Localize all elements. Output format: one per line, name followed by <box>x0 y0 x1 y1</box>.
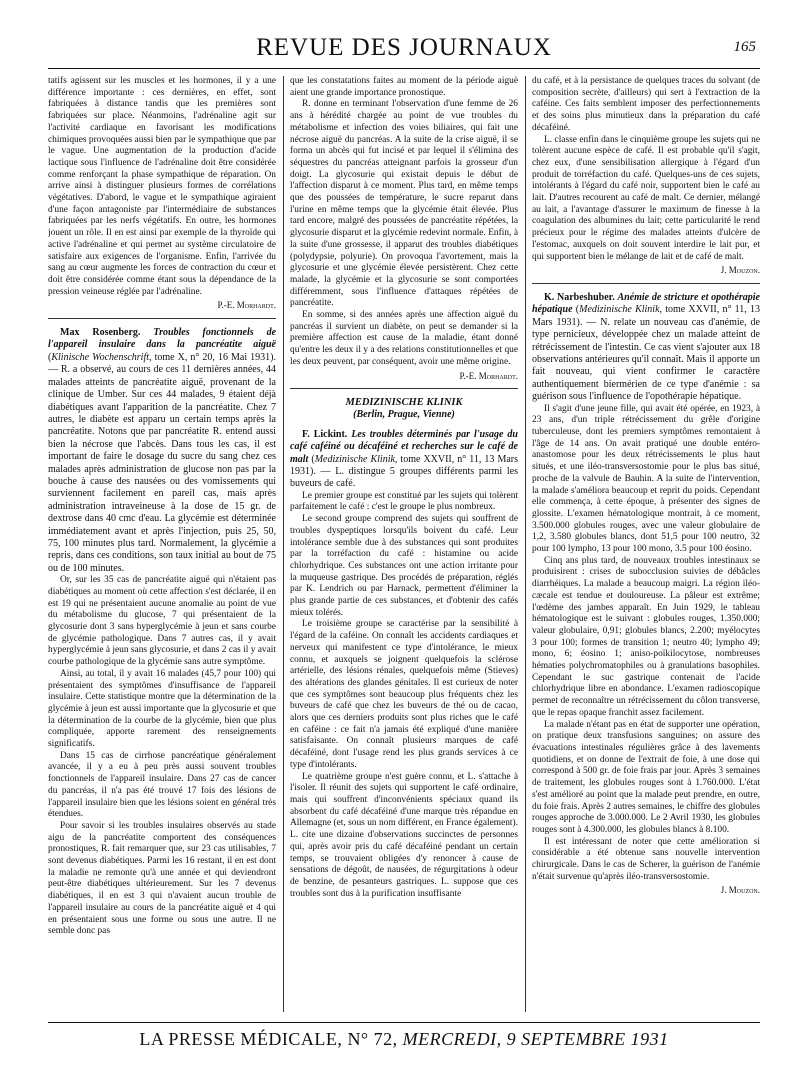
running-title: REVUE DES JOURNAUX <box>256 34 552 61</box>
article-separator <box>532 283 760 284</box>
article-title: Les troubles déterminés par l'usage du café caféiné ou décaféiné et recherches sur le café de malt <box>290 428 518 465</box>
author-signature: P.-E. Morhardt. <box>459 370 518 381</box>
page-header <box>48 28 760 69</box>
paragraph: La malade n'étant pas en état de supporter une opération, on pratique deux transfusions sanguines; on assure des évacuations intestinales régulières grâce à des lavements quotidiens, et on donne de l'extrait de foie, à une dose qui correspond à 500 gr. de foie frais par jour. Après 3 semaines de traitement, les globules rouges sont à 1.760.000. L'état s'est amélioré au point que la malade peut prendre, en outre, du foie frais. Après 2 autres semaines, le chiffre des globules rouges approche de 3.000.000. Le 2 Avril 1930, les globules rouges sont à 4.300.000, les globules blancs à 8.100. <box>532 719 760 835</box>
paragraph: tatifs agissent sur les muscles et les hormones, il y a une différence importante : ces dernières, en effet, sont fabriquées à distance tandis que les premières sont fabriquées sur place. Néanmoins, l'adrénaline agit sur l'activité cardiaque en favorisant les modifications chimiques provoquées aussi bien par le sympathique que par le vague. Une augmentation de la production d'acide lactique sous l'influence de l'adrénaline doit être considérée comme renforçant la phase sympathique de réparation. On arrive ainsi à distinguer plusieurs formes de corrélations végétatives. D'abord, le vague et le sympathique agiraient d'une façon antagoniste par l'intermédiaire de substances fabriquées par les nerfs végétatifs. En outre, les hormones jouent un rôle. Il en est ainsi par exemple de la thyroïde qui active l'adrénaline et qui permet au système circulatoire de satisfaire aux exigences de l'organisme. Enfin, l'arrivée du sang au cœur augmente les forces de contraction du cœur et doit être considérée comme étant sous la dépendance de la pression veineuse réglée par l'adrénaline. <box>48 76 276 297</box>
article-title: Troubles fonctionnels de l'appareil insulaire dans la pancréatite aiguë <box>48 327 276 351</box>
paragraph: L. classe enfin dans le cinquième groupe les sujets qui ne tolèrent aucune espèce de café. Il est probable qu'il s'agit, chez eux, d'une sensibilisation allergique à l'égard d'un produit de torréfaction du café. Quelques-uns de ces sujets, intolérants à l'égard du café noir, supportent bien le café au lait. D'autres recourent au café de malt. Ce dernier, mélangé au lait, a l'avantage d'assurer le maximum de finesse à la coagulation des albumines du lait; cette particularité le rend précieux pour le régime des malades atteints d'ulcère de l'estomac, auxquels on doit souvent interdire le lait pur, et qui supportent bien le mélange de lait et de café de malt. <box>532 134 760 262</box>
footer-journal: LA PRESSE MÉDICALE, <box>139 1029 343 1049</box>
article-author: F. Lickint. <box>302 428 348 440</box>
article-title: Anémie de stricture et opothérapie hépatique <box>532 291 760 316</box>
footer-date: MERCREDI, 9 SEPTEMBRE 1931 <box>402 1029 669 1049</box>
author-signature: J. Mouzon. <box>720 885 760 896</box>
journal-name: Medizinische Klinik <box>579 304 660 316</box>
footer-imprint <box>48 1029 760 1050</box>
paragraph: que les constatations faites au moment de la période aiguë aient une grande importance pronostique. <box>290 76 518 98</box>
article-heading: Max Rosenberg. Troubles fonctionnels de l'appareil insulaire dans la pancréatite aiguë (Klinische Wochenschrift, tome X, n° 20, 16 Mai 1931). — R. a observé, au cours de ces 11 dernières années, 44 malades atteints de pancréatite aiguë, provenant de la clinique de Umber. Sur ces 44 malades, 9 étaient déjà diabétiques avant l'apparition de la pancréatite. Chez 7 autres, le diabète est apparu un certain temps après la pancréatite. Notons que par pancréatite R. entend aussi bien la nécrose que l'abcès. Dans tous les cas, il est important de faire le dosage du sucre du sang chez ces malades après administration de glucose non pas par la bouche à cause des nausées ou des vomissements qui surviennent facilement en pareil cas, mais après administration intraveineuse à la dose de 15 gr. de dextrose dans 40 cmc d'eau. La glycémie est déterminée immédiatement avant et après l'injection, puis 25, 50, 75, 100 minutes plus tard. Normalement, la glycémie a repris, dans ces conditions, son taux initial au bout de 75 ou de 100 minutes. <box>48 327 276 574</box>
journal-section-title: MEDIZINISCHE KLINIK <box>345 397 463 409</box>
article-author: Max Rosenberg. <box>60 327 141 339</box>
paragraph: Or, sur les 35 cas de pancréatite aiguë qui n'étaient pas diabétiques au moment où cette affection s'est déclarée, il en est 19 qui ne présentaient aucune anomalie au point de vue du métabolisme du glucose, 7 qui présentaient de la glycosurie dont 3 sans hyperglycémie à jeun et sans courbe de glycémie pathologique. Dans 7 autres cas, il y avait hyperglycémie à jeun sans glycosurie, et dans 2 cas il y avait courbe pathologique de la glycémie sans autre symptôme. <box>48 575 276 668</box>
column-divider <box>283 76 284 1012</box>
journal-name: Medizinische Klinik <box>314 453 395 465</box>
text-columns <box>48 76 760 1012</box>
author-signature: P.-E. Morhardt. <box>217 300 276 311</box>
article-body: , tome X, n° 20, 16 Mai 1931). — R. a observé, au cours de ces 11 dernières années, 44 malades atteints de pancréatite aiguë, provenant de la clinique de Umber. Sur ces 44 malades, 9 étaient déjà diabétiques avant l'apparition de la pancréatite. Chez 7 autres, le diabète est apparu un certain temps après la pancréatite. Notons que par pancréatite R. entend aussi bien la nécrose que l'abcès. Dans tous les cas, il est important de faire le dosage du sucre du sang chez ces malades après administration de glucose non pas par la bouche à cause des nausées ou des vomissements qui surviennent facilement en pareil cas, mais après administration intraveineuse à la dose de 15 gr. de dextrose dans 40 cmc d'eau. La glycémie est déterminée immédiatement avant et après l'injection, puis 25, 50, 75, 100 minutes plus tard. Normalement, la glycémie a repris, dans ces conditions, son taux initial au bout de 75 ou de 100 minutes. <box>48 351 276 574</box>
paragraph: Dans 15 cas de cirrhose pancréatique généralement avancée, il y a eu à peu près aussi souvent troubles fonctionnels de l'appareil insulaire. Dans 27 cas de cancer du pancréas, il n'a pas été trouvé 17 fois des lésions de l'appareil insulaire bien que les lésions soient en général très étendues. <box>48 750 276 820</box>
paragraph: du café, et à la persistance de quelques traces du solvant (de composition secrète, d'ailleurs) qui sert à l'extraction de la caféine. Ces faits semblent imposer des perfectionnements et des soins plus minutieux dans la préparation du café décaféiné. <box>532 76 760 133</box>
column-middle <box>290 76 518 1012</box>
article-separator <box>48 318 276 319</box>
column-right <box>532 76 760 1012</box>
paragraph: Le quatrième groupe n'est guère connu, et L. s'attache à l'isoler. Il réunit des sujets qui supportent le café ordinaire, mais qui souffrent d'inconvénients spéciaux quand ils absorbent du café décaféiné d'une marque très répandue en Allemagne (et, sous un nom différent, en France également). L. cite une dizaine d'observations succinctes de personnes qui, après avoir pris du café décaféiné pendant un certain temps, se trouvaient obligées d'y renoncer à cause de sensations de dégoût, de nausées, de régurgitations à odeur de benzine, de pesanteurs gastriques. L. suppose que ces troubles sont dus à la purification insuffisante <box>290 771 518 899</box>
author-signature: J. Mouzon. <box>720 265 760 276</box>
article-separator <box>290 388 518 389</box>
column-left <box>48 76 276 1012</box>
article-body: , tome XXVII, n° 11, 13 Mars 1931). — L. distingue 5 groupes différents parmi les buveurs de café. <box>290 453 518 490</box>
page-footer <box>48 1022 760 1053</box>
paragraph: Il s'agit d'une jeune fille, qui avait été opérée, en 1923, à 23 ans, d'un triple rétrécissement du grêle d'origine tuberculeuse, dont les premiers symptômes remontaient à l'âge de 14 ans. On avait pratiqué une double entéro-anastomose pour les deux rétrécissements le plus haut situés, et une iléo-transversostomie pour le plus bas situé, proche de la valvule de Bauhin. A la suite de l'intervention, la malade s'améliora beaucoup et reprit du poids. Cependant elle commença, à cette époque, à présenter des signes de glossite. L'examen hématologique montrait, à ce moment, 3.500.000 globules rouges, avec une valeur globulaire de 1,2, 3.580 globules blancs, dont 51,5 pour 100 neutro, 32 pour 100 lympho, 13 pour 100 mono, 3.5 pour 100 éosino. <box>532 403 760 555</box>
paragraph: En somme, si des années après une affection aiguë du pancréas il survient un diabète, on peut se demander si la première affection est cause de la maladie, étant donné qu'entre les deux il y a des relations constitutionnelles et que les deux peuvent, par conséquent, avoir une même origine. <box>290 310 518 367</box>
article-author: K. Narbeshuber. <box>544 291 615 303</box>
journal-section-subtitle: (Berlin, Prague, Vienne) <box>353 408 455 420</box>
paragraph: Il est intéressant de noter que cette amélioration si considérable a été obtenue sans nouvelle intervention chirurgicale. Dans le cas de Scherer, la guérison de l'anémie n'était survenue qu'après iléo-transversostomie. <box>532 836 760 882</box>
page-number: 165 <box>733 39 756 55</box>
footer-issue: N° 72, <box>347 1029 398 1049</box>
paragraph: R. donne en terminant l'observation d'une femme de 26 ans à hérédité chargée au point de vue troubles du métabolisme et infection des voies biliaires, qui fait une nécrose aiguë du pancréas. A la suite de la crise aiguë, il se forma un abcès qui fut incisé et par lequel il s'élimina des séquestres du pancréas atteignant parfois la grosseur d'un doigt. La glycosurie qui existait depuis le début de l'affection disparut à ce moment. Plus tard, en même temps que des poussées de température, le sucre reparut dans l'urine en même temps que la glycémie était élevée. Plus tard encore, malgré des poussées de pancréatite répétées, la glycosurie disparut et la glycémie redevint normale. Enfin, à la suite d'une grossesse, il apparut des troubles diabétiques (polydypsie, polyurie). On provoqua l'avortement, mais la glycosurie et une glycémie élevée persistèrent. Chez cette malade, la glycémie et la glycosurie se sont comportées différemment, sous l'influence d'attaques répétées de pancréatite. <box>290 99 518 309</box>
article-body: , tome XXVII, n° 11, 13 Mars 1931). — N. relate un nouveau cas d'anémie, de type pernicieux, développée chez un malade atteint de rétrécissement de l'intestin. Ce cas vient s'ajouter aux 18 observations antérieures qu'il connaît. Mais il apporte un fait nouveau, qui vient confirmer le caractère authentiquement biermérien de ce type d'anémie : sa guérison sous l'influence de l'opothérapie hépatique. <box>532 304 760 403</box>
article-heading: F. Lickint. Les troubles déterminés par l'usage du café caféiné ou décaféiné et recherches sur le café de malt (Medizinische Klinik, tome XXVII, n° 11, 13 Mars 1931). — L. distingue 5 groupes différents parmi les buveurs de café. <box>290 428 518 490</box>
paragraph: Ainsi, au total, il y avait 16 malades (45,7 pour 100) qui présentaient des symptômes d'insuffisance de l'appareil insulaire. Cette statistique montre que la détermination de la glycémie à jeun est aussi importante que la glycosurie et que la détermination de la courbe de la glycémie, bien que plus compliquée, apporte rarement des renseignements significatifs. <box>48 668 276 750</box>
article-heading: K. Narbeshuber. Anémie de stricture et opothérapie hépatique (Medizinische Klinik, tome XXVII, n° 11, 13 Mars 1931). — N. relate un nouveau cas d'anémie, de type pernicieux, développée chez un malade atteint de rétrécissement de l'intestin. Ce cas vient s'ajouter aux 18 observations antérieures qu'il connaît. Mais il apporte un fait nouveau, qui vient confirmer le caractère authentiquement biermérien de ce type d'anémie : sa guérison sous l'influence de l'opothérapie hépatique. <box>532 291 760 403</box>
paragraph: Cinq ans plus tard, de nouveaux troubles intestinaux se produisirent : crises de subocclusion suivies de débâcles diarrhéiques. La malade a beaucoup maigri. La région iléo-cæcale est tendue et douloureuse. La pâleur est extrême; l'œdème des jambes apparaît. En Juin 1929, le tableau hématologique est le suivant : globules rouges, 1.350.000; valeur globulaire, 0,91; globules blancs, 2.200; myélocytes 3 pour 100; formes de transition 1; neutro 40; lympho 49; mono, 6; éosino 1; aniso-poïkilocytose, nombreuses hématies polychromatophiles ou à granulations basophiles. Cependant le suc gastrique contenait de l'acide chlorhydrique libre en abondance. L'examen radioscopique permet de reconnaître un rétrécissement du côlon transverse, que le repas opaque franchit assez facilement. <box>532 555 760 718</box>
paragraph: Pour savoir si les troubles insulaires observés au stade aigu de la pancréatite comportent des conséquences pronostiques, R. fait remarquer que, sur 23 cas utilisables, 7 sont devenus diabétiques. Parmi les 16 restant, il en est dont la maladie ne remonte qu'à une année et qui deviendront peut-être diabétiques ultérieurement. Sur les 7 devenus diabétiques, il en est 3 qui n'avaient aucun trouble de l'appareil insulaire au cours de la pancréatite aiguë et 4 qui en présentaient sous une forme ou sous une autre. Il ne semble donc pas <box>48 820 276 937</box>
paragraph: Le second groupe comprend des sujets qui souffrent de troubles dyspeptiques lorsqu'ils boivent du café. Leur intolérance semble due à des substances qui sont produites par la torréfaction du café : histamine ou acide chlorhydrique. Ces substances ont une action irritante pour la muqueuse gastrique. Des procédés de préparation, réglés par K. Lendrich ou par Harnack, permettent d'éliminer la plus grande partie de ces substances, et d'obtenir des cafés mieux tolérés. <box>290 514 518 618</box>
paragraph: Le premier groupe est constitué par les sujets qui tolèrent parfaitement le café : c'est le groupe le plus nombreux. <box>290 490 518 513</box>
journal-name: Klinische Wochenschrift <box>51 351 150 363</box>
paragraph: Le troisième groupe se caractérise par la sensibilité à l'égard de la caféine. On connaît les accidents cardiaques et nerveux qui manifestent ce type d'intolérance, le mieux connu, et auxquels se joignent quelquefois la sclérose artérielle, des lésions rénales, quelquefois même (Stieves) des altérations des glandes génitales. Il est curieux de noter que ces symptômes sont beaucoup plus fréquents chez les buveurs de café que chez les buveurs de thé ou de cacao, alors que ces derniers produits sont plus riches que le café en caféine : ce fait n'a jamais été expliqué d'une manière satisfaisante. On connaît plusieurs marques de café décaféiné, dont l'usage rend les plus grands services à ce type d'intolérants. <box>290 619 518 770</box>
column-divider <box>525 76 526 1012</box>
